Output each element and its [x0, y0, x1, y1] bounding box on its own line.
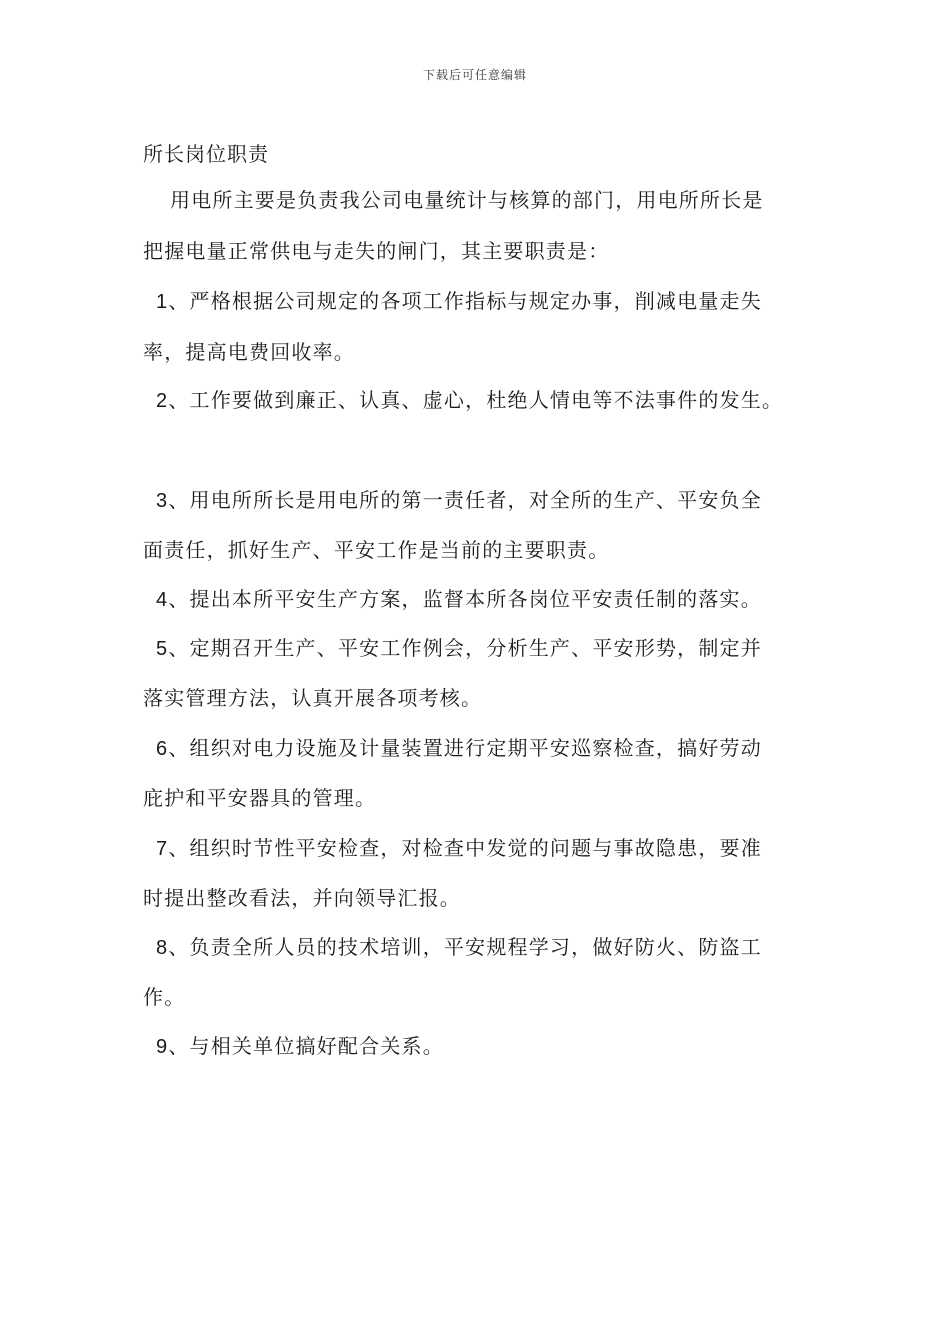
item-number: 7 — [156, 838, 169, 860]
item-number: 4 — [156, 589, 169, 611]
item-text: 、工作要做到廉正、认真、虚心，杜绝人情电等不法事件的发生。 — [168, 388, 784, 412]
list-item-4 — [156, 585, 762, 614]
item-text: 、组织对电力设施及计量装置进行定期平安巡察检查，搞好劳动 — [168, 736, 762, 760]
item-text: 、用电所所长是用电所的第一责任者，对全所的生产、平安负全 — [168, 488, 762, 512]
list-item-3-continuation: 面责任，抓好生产、平安工作是当前的主要职责。 — [143, 538, 610, 562]
item-text: 、负责全所人员的技术培训，平安规程学习，做好防火、防盗工 — [168, 935, 762, 959]
list-item-8-continuation: 作。 — [143, 985, 186, 1009]
intro-line-2: 把握电量正常供电与走失的闸门，其主要职责是： — [143, 239, 610, 263]
list-item-1 — [156, 287, 762, 316]
intro-line-1: 用电所主要是负责我公司电量统计与核算的部门，用电所所长是 — [170, 188, 764, 212]
list-item-3 — [156, 486, 762, 515]
list-item-5-continuation: 落实管理方法，认真开展各项考核。 — [143, 686, 483, 710]
item-number: 8 — [156, 937, 169, 959]
item-text: 、提出本所平安生产方案，监督本所各岗位平安责任制的落实。 — [168, 587, 762, 611]
list-item-1-continuation: 率，提高电费回收率。 — [143, 340, 355, 364]
list-item-7-continuation: 时提出整改看法，并向领导汇报。 — [143, 886, 461, 910]
list-item-8 — [156, 933, 762, 962]
header-note: 下载后可任意编辑 — [422, 68, 527, 82]
item-number: 6 — [156, 738, 169, 760]
list-item-7 — [156, 834, 762, 863]
item-text: 、严格根据公司规定的各项工作指标与规定办事，削减电量走失 — [168, 289, 762, 313]
item-number: 5 — [156, 638, 169, 660]
list-item-6-continuation: 庇护和平安器具的管理。 — [143, 786, 377, 810]
item-number: 9 — [156, 1036, 169, 1058]
item-number: 1 — [156, 291, 169, 313]
item-number: 2 — [156, 390, 169, 412]
list-item-6 — [156, 734, 762, 763]
item-number: 3 — [156, 490, 169, 512]
item-text: 、组织时节性平安检查，对检查中发觉的问题与事故隐患，要准 — [168, 836, 762, 860]
list-item-5 — [156, 634, 762, 663]
item-text: 、与相关单位搞好配合关系。 — [168, 1034, 444, 1058]
list-item-2 — [156, 386, 783, 415]
item-text: 、定期召开生产、平安工作例会，分析生产、平安形势，制定并 — [168, 636, 762, 660]
document-title: 所长岗位职责 — [143, 142, 269, 166]
list-item-9 — [156, 1032, 444, 1061]
